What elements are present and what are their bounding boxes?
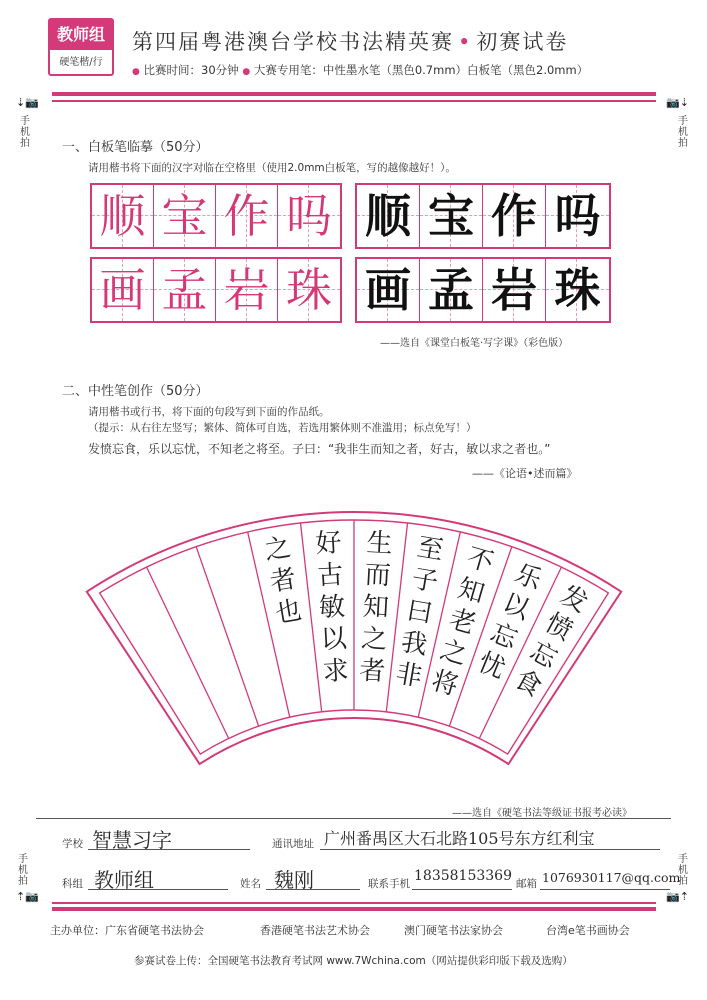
sample-cell: 孟 bbox=[154, 259, 216, 321]
fan-char: 之 bbox=[436, 634, 471, 671]
footer-rule-thin bbox=[52, 902, 656, 904]
fan-char: 者 bbox=[267, 563, 299, 598]
camera-icon: 📷⇡ bbox=[666, 890, 689, 903]
name-field[interactable] bbox=[266, 864, 360, 890]
fan-char: 以 bbox=[498, 588, 534, 626]
quote-text: 发愤忘食，乐以忘忧，不知老之将至。子曰：“我非生而知之者，好古，敏以求之者也。” bbox=[88, 442, 551, 456]
camera-icon: 📷⇣ bbox=[666, 96, 689, 109]
copy-cell[interactable]: 顺 bbox=[357, 185, 420, 247]
school-field[interactable] bbox=[88, 824, 250, 850]
exam-time: 比赛时间：30分钟 bbox=[143, 63, 239, 77]
title-sub: 初赛试卷 bbox=[476, 30, 569, 54]
organizer-3: 澳门硬笔书法家协会 bbox=[404, 924, 503, 937]
copy-cell[interactable]: 孟 bbox=[420, 259, 483, 321]
section2-instruction1: 请用楷书或行书，将下面的句段写到下面的作品纸。 bbox=[88, 406, 330, 418]
upload-note: 参赛试卷上传：全国硬笔书法教育考试网 www.7Wchina.com（网站提供彩印版下载及选购） bbox=[134, 955, 573, 967]
phone-label-right: 手机拍 bbox=[678, 116, 688, 149]
quote-source: ——《论语•述而篇》 bbox=[472, 467, 578, 480]
fan-char: 之 bbox=[262, 532, 294, 567]
email-field[interactable] bbox=[540, 864, 681, 890]
name-label: 姓名 bbox=[240, 878, 261, 890]
fan-char: 者 bbox=[358, 655, 387, 688]
exam-pen: 大赛专用笔：中性墨水笔（黑色0.7mm）白板笔（黑色2.0mm） bbox=[253, 63, 589, 77]
fan-char: 生 bbox=[365, 528, 394, 560]
section1-source: ——选自《课堂白板笔·写字课》（彩色版） bbox=[380, 338, 569, 349]
form-note: ——选自《硬笔书法等级证书报考必读》 bbox=[452, 808, 632, 819]
fan-char: 敏 bbox=[318, 591, 346, 624]
name-value: 魏刚 bbox=[274, 868, 314, 892]
fan-char: 我 bbox=[398, 627, 430, 662]
section2-heading: 二、中性笔创作（50分） bbox=[62, 384, 209, 399]
fan-char: 将 bbox=[428, 665, 462, 702]
copy-cell[interactable]: 岩 bbox=[483, 259, 546, 321]
bullet-icon: ● bbox=[242, 67, 251, 77]
fan-divider bbox=[147, 567, 229, 738]
organizer-2: 香港硬笔书法艺术协会 bbox=[260, 924, 370, 937]
email-value: 1076930117@qq.com bbox=[542, 870, 681, 885]
copy-cell[interactable]: 宝 bbox=[420, 185, 483, 247]
copy-cell[interactable]: 画 bbox=[357, 259, 420, 321]
phone-label-left: 手机拍 bbox=[20, 116, 30, 149]
sample-cell: 顺 bbox=[92, 185, 154, 247]
fan-char: 之 bbox=[360, 623, 388, 656]
badge-main: 教师组 bbox=[50, 20, 112, 50]
phone-label-right-bottom: 手机拍 bbox=[678, 854, 688, 887]
fan-char: 子 bbox=[409, 563, 441, 598]
organizer-1: 主办单位：广东省硬笔书法协会 bbox=[50, 924, 204, 937]
fan-char: 曰 bbox=[404, 595, 435, 630]
phone-value: 18358153369 bbox=[414, 868, 512, 884]
title-main: 第四届粤港澳台学校书法精英赛 bbox=[132, 30, 454, 54]
fan-char: 古 bbox=[316, 559, 345, 592]
fan-char: 乐 bbox=[510, 558, 546, 597]
fan-char: 好 bbox=[314, 528, 343, 560]
title-separator: • bbox=[458, 30, 473, 54]
fan-char: 也 bbox=[273, 595, 304, 630]
fan-char: 求 bbox=[321, 655, 350, 688]
camera-icon: ⇣📷 bbox=[16, 96, 39, 109]
group-value: 教师组 bbox=[94, 868, 154, 892]
phone-field[interactable] bbox=[412, 864, 512, 890]
fan-char: 不 bbox=[463, 542, 497, 579]
copy-cell[interactable]: 作 bbox=[483, 185, 546, 247]
address-value: 广州番禺区大石北路105号东方红利宝 bbox=[324, 829, 595, 848]
group-field[interactable] bbox=[88, 864, 228, 890]
fan-char: 而 bbox=[363, 559, 392, 592]
fan-divider bbox=[196, 547, 258, 726]
badge-sub: 硬笔楷/行 bbox=[59, 57, 103, 68]
section2-instruction2: （提示：从右往左竖写；繁体、简体可自选，若选用繁体则不准滥用；标点免写！） bbox=[88, 422, 477, 434]
copy-cell[interactable]: 吗 bbox=[546, 185, 609, 247]
fan-char: 至 bbox=[414, 532, 446, 567]
sample-cell: 宝 bbox=[154, 185, 216, 247]
fan-char: 老 bbox=[445, 604, 479, 641]
email-label: 邮箱 bbox=[516, 878, 537, 890]
fan-char: 知 bbox=[362, 591, 390, 624]
phone-label-left-bottom: 手机拍 bbox=[18, 854, 28, 887]
section1-instruction: 请用楷书将下面的汉字对临在空格里（使用2.0mm白板笔，写的越像越好！）。 bbox=[88, 162, 456, 174]
bullet-icon: ● bbox=[132, 67, 140, 77]
address-field[interactable] bbox=[320, 824, 660, 850]
fan-char: 忘 bbox=[524, 636, 562, 676]
footer-rule bbox=[52, 907, 656, 911]
school-label: 学校 bbox=[62, 838, 83, 850]
copy-cell[interactable]: 珠 bbox=[546, 259, 609, 321]
camera-icon: ⇡📷 bbox=[16, 890, 39, 903]
fan-char: 知 bbox=[454, 573, 488, 610]
sample-cell: 作 bbox=[216, 185, 278, 247]
fan-char: 食 bbox=[509, 664, 547, 704]
sample-cell: 珠 bbox=[278, 259, 340, 321]
form-top-rule bbox=[36, 818, 671, 819]
section1-heading: 一、白板笔临摹（50分） bbox=[62, 140, 209, 155]
fan-char: 愤 bbox=[540, 608, 578, 647]
fan-char: 忘 bbox=[486, 617, 522, 656]
sample-cell: 岩 bbox=[216, 259, 278, 321]
phone-label: 联系手机 bbox=[368, 878, 410, 890]
sample-cell: 画 bbox=[92, 259, 154, 321]
group-label: 科组 bbox=[62, 878, 83, 890]
sample-cell: 吗 bbox=[278, 185, 340, 247]
fan-char: 忧 bbox=[473, 647, 510, 686]
fan-char: 发 bbox=[555, 580, 593, 619]
school-value: 智慧习字 bbox=[92, 828, 172, 852]
fan-char: 以 bbox=[320, 623, 348, 656]
fan-char: 非 bbox=[393, 658, 425, 693]
address-label: 通讯地址 bbox=[272, 838, 314, 850]
organizer-4: 台湾e笔书画协会 bbox=[546, 924, 630, 937]
